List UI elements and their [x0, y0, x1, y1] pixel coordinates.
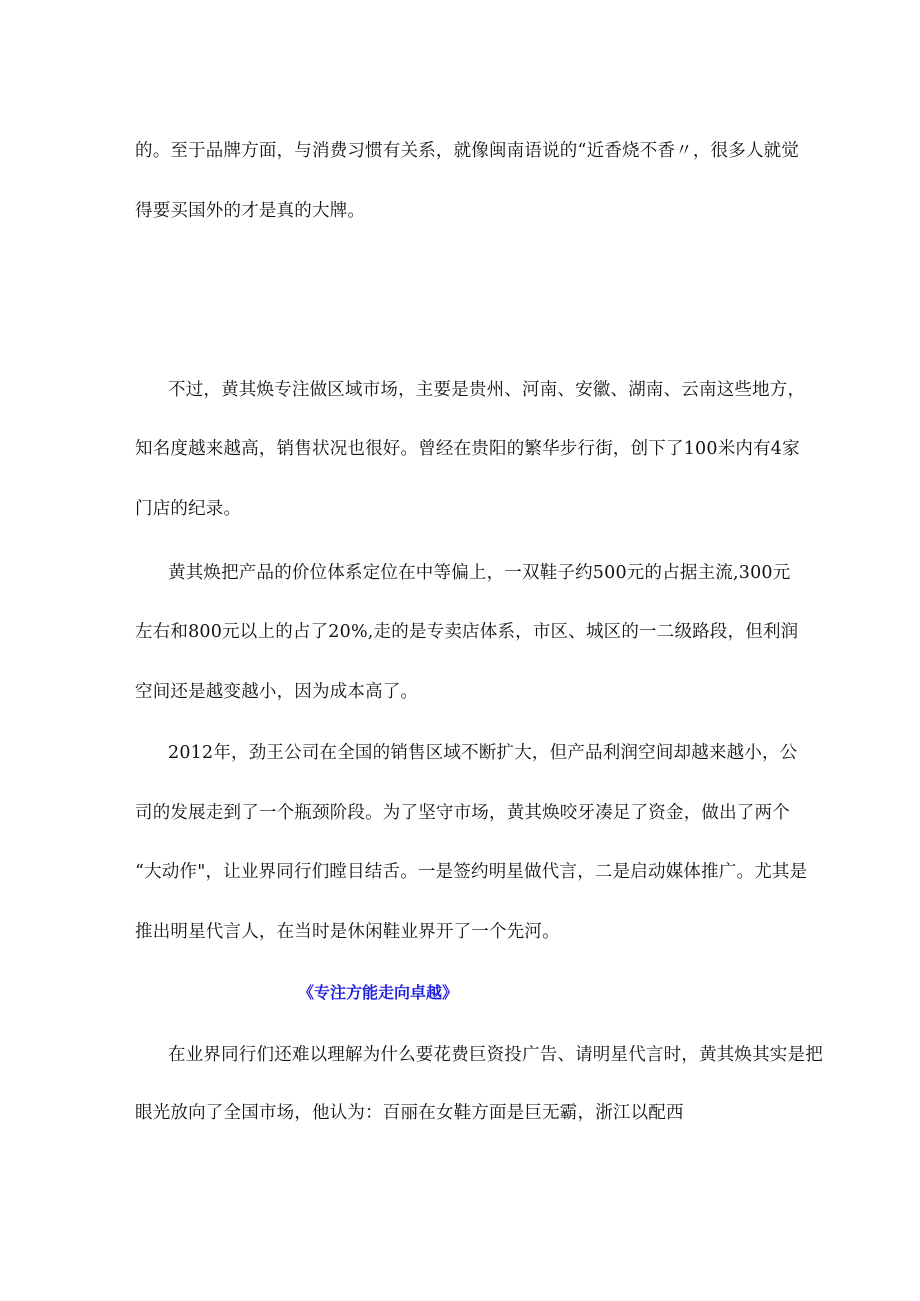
paragraph-line: 眼光放向了全国市场，他认为：百丽在女鞋方面是巨无霸，浙江以配西: [135, 1103, 684, 1123]
paragraph-line: 空间还是越变越小，因为成本高了。: [135, 682, 419, 702]
paragraph-line: 知名度越来越高，销售状况也很好。曾经在贵阳的繁华步行街，创下了100米内有4家: [135, 439, 800, 459]
section-heading: 《专注方能走向卓越》: [298, 983, 459, 1002]
paragraph-line: 左右和800元以上的占了20%,走的是专卖店体系，市区、城区的一二级路段，但利润: [135, 622, 799, 642]
paragraph-line: “大动作"，让业界同行们瞠目结舌。一是签约明星做代言，二是启动媒体推广。尤其是: [135, 862, 808, 882]
paragraph-line: 黄其焕把产品的价位体系定位在中等偏上，一双鞋子约500元的占据主流,300元: [168, 563, 791, 583]
paragraph-line: 在业界同行们还难以理解为什么要花费巨资投广告、请明星代言时，黄其焕其实是把: [168, 1045, 823, 1065]
paragraph-line: 推出明星代言人，在当时是休闲鞋业界开了一个先河。: [135, 922, 560, 942]
paragraph-line: 门店的纪录。: [135, 499, 242, 519]
paragraph-line: 不过，黄其焕专注做区域市场，主要是贵州、河南、安徽、湖南、云南这些地方，: [168, 380, 806, 400]
paragraph-line: 司的发展走到了一个瓶颈阶段。为了坚守市场，黄其焕咬牙凑足了资金，做出了两个: [135, 803, 790, 823]
paragraph-line: 的。至于品牌方面，与消费习惯有关系，就像闽南语说的“近香烧不香〃，很多人就觉: [135, 141, 800, 161]
paragraph-line: 得要买国外的才是真的大牌。: [135, 201, 366, 221]
paragraph-line: 2012年，劲王公司在全国的销售区域不断扩大，但产品利润空间却越来越小，公: [168, 743, 798, 763]
